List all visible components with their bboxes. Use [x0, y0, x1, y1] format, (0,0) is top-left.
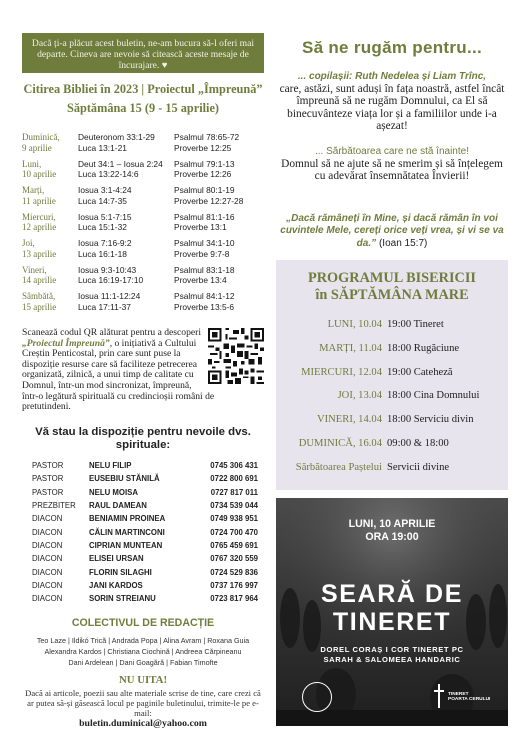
- reading-row: [22, 212, 264, 239]
- staff-name: CIPRIAN MUNTEAN: [89, 540, 163, 550]
- reading-day: Luni, 10 aprilie: [22, 158, 57, 179]
- bible-reading-week: Săptămâna 15 (9 - 15 aprilie): [67, 101, 219, 115]
- youth-logo: TINERET POARTA CERULUI: [448, 692, 491, 703]
- schedule-day: DUMINICĂ, 16.04: [298, 437, 382, 449]
- staff-phone[interactable]: 0749 938 951: [210, 514, 258, 524]
- staff-role: PASTOR: [32, 461, 64, 471]
- program-title: PROGRAMUL BISERICII în SĂPTĂMÂNA MARE: [307, 270, 477, 303]
- reading-row: [22, 238, 264, 265]
- reading-refs-psalm: Psalmul 83:1-18 Proverbe 13:4: [174, 264, 235, 285]
- qr-description: Scanează codul QR alăturat pentru a descoperi „Proiectul Împreună”, o inițiativă a Cultului Creștin Penticostal, prin care sunt puse la dispoziție resurse care să faciliteze petrecerea organizată, zilnică, a unui timp de calitate cu Domnul, într-un mod sincronizat, împreună, într-o legătură spirituală cu credincioșii români de pretutindeni.: [22, 327, 215, 413]
- staff-name: JANI KARDOS: [89, 580, 143, 590]
- reading-refs-main: Iosua 3:1-4:24 Luca 14:7-35: [78, 185, 132, 206]
- staff-role: DIACON: [32, 580, 63, 590]
- reading-refs-main: Deuteronom 33:1-29 Luca 13:1-21: [78, 132, 155, 153]
- editorial-names: Teo Laze | Ildikó Trică | Andrada Popa | Alina Avram | Roxana Guia Alexandra Kardos | Christiana Ciochină | Andreea Cărpineanu Dani Ardelean | Dani Goagără | Fabian Timofte: [36, 636, 250, 668]
- schedule-event: 18:00 Cina Domnului: [387, 390, 480, 402]
- reading-row: [22, 159, 264, 186]
- staff-row: [32, 472, 258, 485]
- staff-phone[interactable]: 0723 817 964: [210, 594, 258, 604]
- reading-refs-main: Iosua 11:1-12:24 Luca 17:11-37: [78, 291, 141, 312]
- staff-role: DIACON: [32, 527, 63, 537]
- staff-row: [32, 499, 258, 512]
- schedule-event: 18:00 Rugăciune: [387, 342, 460, 354]
- reading-row: [22, 265, 264, 292]
- staff-name: RAUL DAMEAN: [89, 501, 147, 511]
- schedule-day: MARȚI, 11.04: [319, 342, 382, 354]
- reminder-title: NU UITA!: [118, 674, 168, 686]
- reading-refs-psalm: Psalmul 78:65-72 Proverbe 12:25: [174, 132, 240, 153]
- church-program: [276, 260, 508, 490]
- staff-row: [32, 525, 258, 538]
- reading-refs-main: Deut 34:1 – Iosua 2:24 Luca 13:22-14:6: [78, 158, 163, 179]
- staff-phone[interactable]: 0724 529 836: [210, 567, 258, 577]
- reading-refs-main: Iosua 9:3-10:43 Luca 16:19-17:10: [78, 264, 144, 285]
- program-schedule: [276, 315, 508, 482]
- schedule-event: 18:00 Serviciu divin: [387, 414, 474, 426]
- staff-name: NELU FILIP: [89, 461, 132, 471]
- staff-phone[interactable]: 0734 539 044: [210, 501, 258, 511]
- schedule-day: Sărbătoarea Paștelui: [295, 461, 382, 473]
- reading-row: [22, 185, 264, 212]
- reading-day: Sâmbătă, 15 aprilie: [22, 291, 57, 312]
- bible-reading-title: Citirea Bibliei în 2023 | Proiectul „Împreună”: [23, 82, 263, 96]
- reading-plan-table: [22, 132, 264, 318]
- staff-role: DIACON: [32, 554, 63, 564]
- reading-day: Marți, 11 aprilie: [22, 185, 56, 206]
- staff-role: PASTOR: [32, 487, 64, 497]
- reading-refs-psalm: Psalmul 81:1-16 Proverbe 13:1: [174, 211, 235, 232]
- prayer-title: Să ne rugăm pentru...: [301, 38, 483, 57]
- reading-refs-psalm: Psalmul 80:1-19 Proverbe 12:27-28: [174, 185, 244, 206]
- schedule-row: [276, 363, 508, 387]
- staff-phone[interactable]: 0722 800 691: [210, 474, 258, 484]
- staff-name: NELU MOISA: [89, 487, 138, 497]
- qr-section: [22, 328, 264, 413]
- reading-row: [22, 132, 264, 159]
- prayer-children: ... copilașii: Ruth Nedelea și Liam Trînc, care, astăzi, sunt aduși în fața noastră, astfel încât împreună să ne rugăm Domnului, ca El să binecuvânteze viața lor și a familiilor unde i-a așezat!: [279, 71, 505, 132]
- staff-role: DIACON: [32, 514, 63, 524]
- reading-refs-main: Iosua 5:1-7:15 Luca 15:1-32: [78, 211, 132, 232]
- schedule-row: [276, 434, 508, 458]
- left-column: [22, 33, 264, 318]
- share-banner: Dacă ți-a plăcut acest buletin, ne-am bucura să-l oferi mai departe. Cineva are nevoie să citească aceste mesaje de încurajare. ♥: [22, 33, 264, 73]
- staff-name: ELISEI URSAN: [89, 554, 144, 564]
- schedule-day: VINERI, 14.04: [316, 414, 382, 426]
- event-guests: DOREL CORAȘ I COR TINERET PC SARAH & SALOMEEA HANDARIC: [320, 645, 464, 665]
- staff-phone[interactable]: 0737 176 997: [210, 580, 258, 590]
- staff-phone[interactable]: 0765 459 691: [210, 540, 258, 550]
- schedule-row: [276, 315, 508, 339]
- cross-icon: [434, 684, 444, 708]
- staff-title: Vă stau la dispoziție pentru nevoile dvs. spirituale:: [35, 426, 251, 451]
- church-logo-icon: [302, 682, 332, 712]
- staff-role: PREZBITER: [32, 501, 76, 511]
- reading-refs-main: Iosua 7:16-9:2 Luca 16:1-18: [78, 238, 132, 259]
- reminder-text: Dacă ai articole, poezii sau alte materiale scrise de tine, care crezi că ar putea să-și găsească locul pe paginile buletinului, trimite-le pe e-mail: buletin.duminical@yahoo.com: [22, 688, 264, 729]
- reading-refs-psalm: Psalmul 34:1-10 Proverbe 9:7-8: [174, 238, 235, 259]
- reading-refs-psalm: Psalmul 84:1-12 Proverbe 13:5-6: [174, 291, 235, 312]
- staff-row: [32, 459, 258, 472]
- reading-row: [22, 291, 264, 318]
- staff-name: SORIN STREIANU: [89, 594, 156, 604]
- staff-row: [32, 565, 258, 578]
- staff-row: [32, 552, 258, 565]
- schedule-event: 19:00 Cateheză: [387, 366, 453, 378]
- schedule-day: LUNI, 10.04: [327, 319, 382, 330]
- project-name: „Proiectul Împreună”: [22, 337, 110, 349]
- qr-code-icon[interactable]: [208, 328, 264, 384]
- schedule-row: [276, 410, 508, 434]
- event-date: LUNI, 10 APRILIE ORA 19:00: [348, 518, 436, 543]
- bible-quote: „Dacă rămâneți în Mine, și dacă rămân în voi cuvintele Mele, cereți orice veți vrea, și vi se va da.” (Ioan 15:7): [280, 213, 504, 249]
- staff-row: [32, 592, 258, 605]
- staff-row: [32, 512, 258, 525]
- staff-name: FLORIN SILAGHI: [89, 567, 152, 577]
- staff-row: [32, 486, 258, 499]
- event-title: SEARĂ DE TINERET: [321, 580, 463, 636]
- reading-refs-psalm: Psalmul 79:1-13 Proverbe 12:26: [174, 158, 235, 179]
- schedule-row: [276, 458, 508, 482]
- staff-phone[interactable]: 0724 700 470: [210, 527, 258, 537]
- schedule-day: MIERCURI, 12.04: [301, 366, 382, 378]
- staff-role: DIACON: [32, 540, 63, 550]
- reading-day: Miercuri, 12 aprilie: [22, 211, 57, 232]
- staff-table: [32, 459, 258, 605]
- staff-role: PASTOR: [32, 474, 64, 484]
- schedule-row: [276, 339, 508, 363]
- staff-role: DIACON: [32, 567, 63, 577]
- staff-role: DIACON: [32, 594, 63, 604]
- staff-phone[interactable]: 0727 817 011: [210, 487, 258, 497]
- schedule-event: 19:00 Tineret: [387, 319, 444, 330]
- reading-day: Joi, 13 aprilie: [22, 238, 57, 259]
- editorial-title: COLECTIVUL DE REDACȚIE: [71, 617, 215, 629]
- contact-email-link[interactable]: buletin.duminical@yahoo.com: [79, 717, 207, 729]
- schedule-event: Servicii divine: [387, 461, 450, 473]
- schedule-row: [276, 386, 508, 410]
- staff-phone[interactable]: 0767 320 559: [210, 554, 258, 564]
- staff-row: [32, 539, 258, 552]
- reading-day: Vineri, 14 aprilie: [22, 264, 57, 285]
- youth-event-poster: [276, 498, 508, 726]
- staff-name: BENIAMIN PROINEA: [89, 514, 166, 524]
- staff-name: CĂLIN MARTINCONI: [89, 527, 165, 537]
- prayer-holiday: ... Sărbătoarea care ne stă înainte! Domnul să ne ajute să ne smerim și să înțelegem cu adevărat însemnătatea Învierii!: [281, 146, 503, 183]
- schedule-day: JOI, 13.04: [337, 390, 382, 402]
- staff-name: EUSEBIU STĂNILĂ: [89, 474, 160, 484]
- staff-phone[interactable]: 0745 306 431: [210, 461, 258, 471]
- reading-day: Duminică, 9 aprilie: [22, 132, 60, 153]
- staff-row: [32, 579, 258, 592]
- schedule-event: 09:00 & 18:00: [387, 437, 449, 449]
